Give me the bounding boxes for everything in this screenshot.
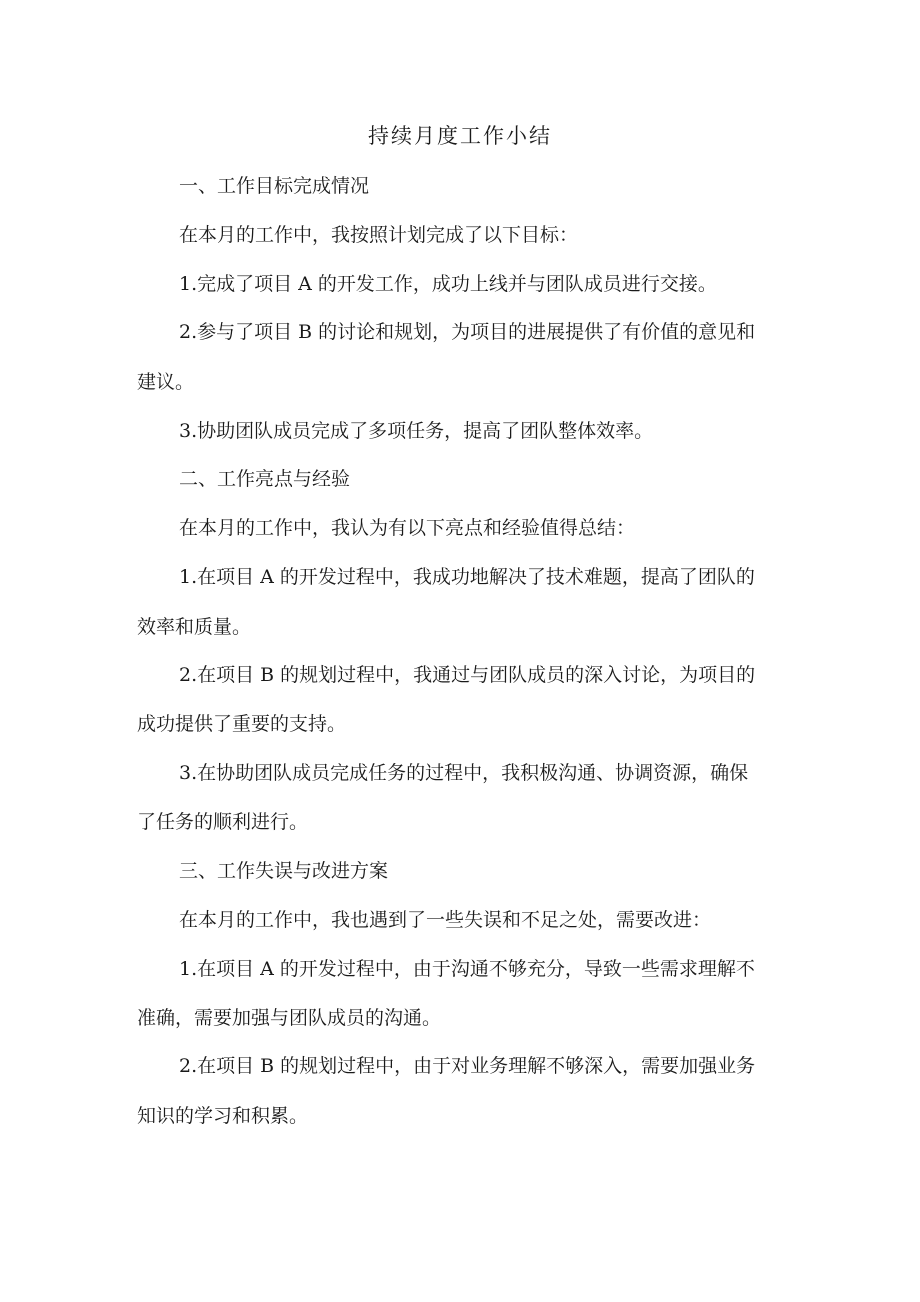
list-item-3-2: 2.在项目 B 的规划过程中，由于对业务理解不够深入，需要加强业务 xyxy=(179,1055,756,1077)
list-item-2-3: 3.在协助团队成员完成任务的过程中，我积极沟通、协调资源，确保 xyxy=(179,762,749,784)
list-item-1-2: 2.参与了项目 B 的讨论和规划，为项目的进展提供了有价值的意见和 xyxy=(179,321,756,343)
paragraph-intro-2: 在本月的工作中，我认为有以下亮点和经验值得总结： xyxy=(179,517,636,539)
list-item-1-1: 1.完成了项目 A 的开发工作，成功上线并与团队成员进行交接。 xyxy=(179,273,717,295)
section-heading-2: 二、工作亮点与经验 xyxy=(179,468,351,490)
list-item-1-3: 3.协助团队成员完成了多项任务，提高了团队整体效率。 xyxy=(179,420,654,442)
section-heading-3: 三、工作失误与改进方案 xyxy=(179,860,389,882)
document-title: 持续月度工作小结 xyxy=(368,124,552,148)
paragraph-intro-1: 在本月的工作中，我按照计划完成了以下目标： xyxy=(179,224,579,246)
section-heading-1: 一、工作目标完成情况 xyxy=(179,175,370,197)
list-item-2-1-cont: 效率和质量。 xyxy=(137,616,252,638)
list-item-3-1-cont: 准确，需要加强与团队成员的沟通。 xyxy=(137,1007,442,1029)
list-item-3-2-cont: 知识的学习和积累。 xyxy=(137,1105,309,1127)
list-item-1-2-cont: 建议。 xyxy=(137,371,195,393)
paragraph-intro-3: 在本月的工作中，我也遇到了一些失误和不足之处，需要改进： xyxy=(179,909,712,931)
list-item-2-2-cont: 成功提供了重要的支持。 xyxy=(137,713,347,735)
list-item-3-1: 1.在项目 A 的开发过程中，由于沟通不够充分，导致一些需求理解不 xyxy=(179,958,755,980)
list-item-2-2: 2.在项目 B 的规划过程中，我通过与团队成员的深入讨论，为项目的 xyxy=(179,664,756,686)
list-item-2-3-cont: 了任务的顺利进行。 xyxy=(137,811,309,833)
list-item-2-1: 1.在项目 A 的开发过程中，我成功地解决了技术难题，提高了团队的 xyxy=(179,566,755,588)
